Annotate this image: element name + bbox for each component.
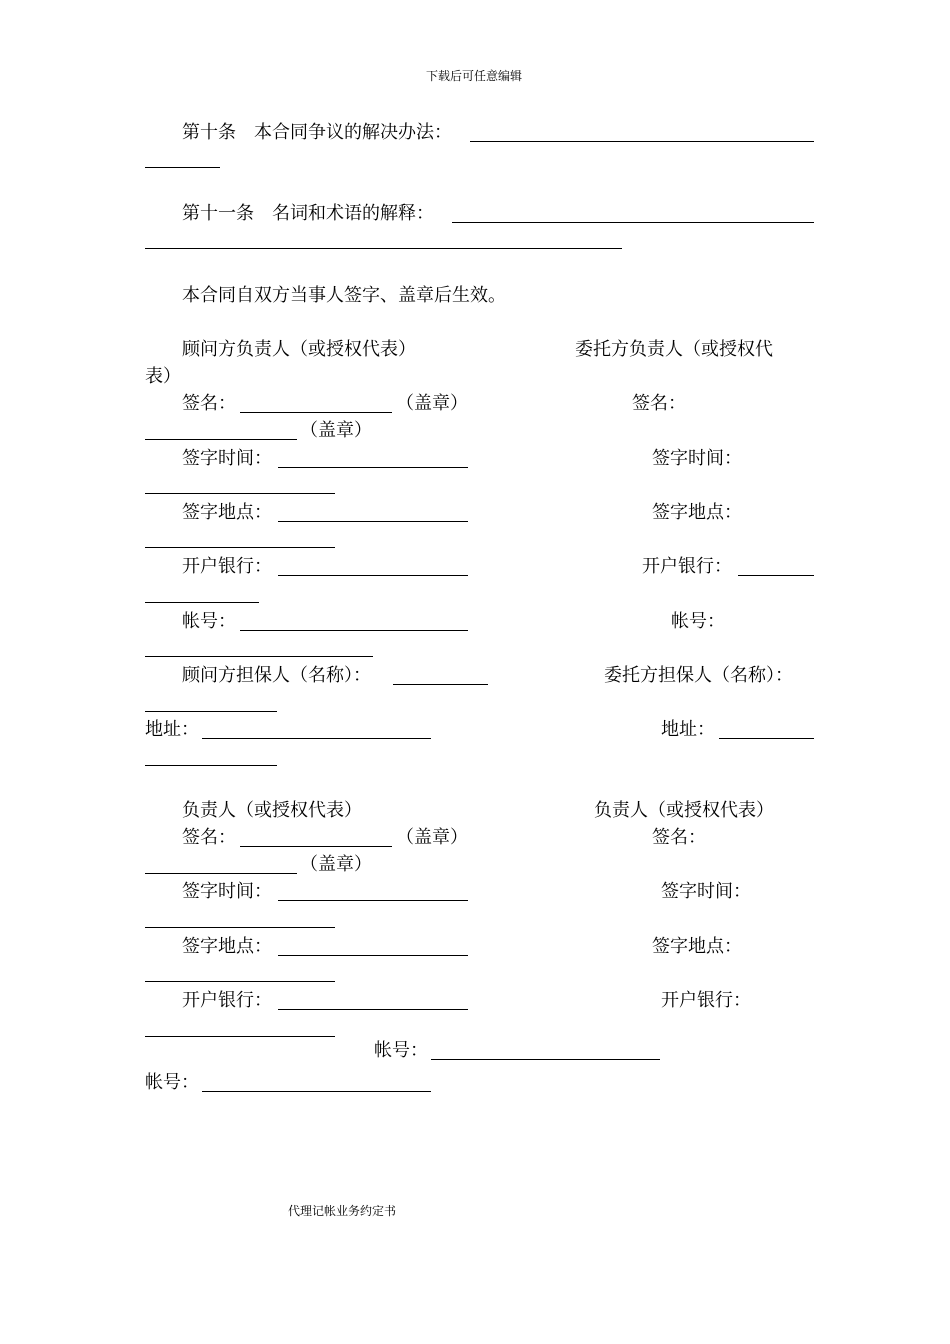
- client-sign-label: 签名：: [632, 393, 686, 414]
- consultant-sign-place-line: [278, 521, 468, 522]
- client-rep-title-wrap: 表）: [145, 366, 181, 387]
- consultant-sign-line: [240, 412, 392, 413]
- client-guarantor-account-line: [431, 1059, 660, 1060]
- clause-11-label: 第十一条 名词和术语的解释：: [182, 203, 434, 224]
- client-sign-time-label: 签字时间：: [652, 448, 742, 469]
- clause-11-blank-line-1: [452, 222, 814, 223]
- client-seal-label: （盖章）: [300, 420, 372, 441]
- consultant-account-label: 帐号：: [182, 611, 236, 632]
- consultant-address-line: [202, 738, 431, 739]
- consultant-address-label: 地址：: [145, 719, 199, 740]
- consultant-guarantor-line: [393, 684, 488, 685]
- client-address-label: 地址：: [661, 719, 715, 740]
- client-guarantor-bank-line: [145, 1036, 335, 1037]
- consultant-bank-line: [278, 575, 468, 576]
- client-account-line: [145, 656, 373, 657]
- consultant-guarantor-bank-line: [278, 1009, 468, 1010]
- consultant-guarantor-rep-title: 负责人（或授权代表）: [182, 800, 362, 821]
- client-address-line-2: [145, 765, 277, 766]
- consultant-sign-time-label: 签字时间：: [182, 448, 272, 469]
- client-sign-line: [145, 439, 297, 440]
- consultant-account-line: [240, 630, 468, 631]
- client-guarantor-rep-title: 负责人（或授权代表）: [594, 800, 774, 821]
- consultant-sign-time-line: [278, 467, 468, 468]
- consultant-guarantor-sign-line: [240, 846, 392, 847]
- client-rep-title: 委托方负责人（或授权代: [575, 339, 773, 360]
- consultant-guarantor-sign-place-line: [278, 955, 468, 956]
- consultant-sign-label: 签名：: [182, 393, 236, 414]
- client-guarantor-sign-place-line: [145, 981, 335, 982]
- client-guarantor-sign-time-label: 签字时间：: [661, 881, 751, 902]
- page-header: 下载后可任意编辑: [426, 69, 523, 83]
- client-sign-time-line: [145, 493, 335, 494]
- client-bank-label: 开户银行：: [642, 556, 732, 577]
- clause-10-label: 第十条 本合同争议的解决办法：: [182, 122, 452, 143]
- client-address-line-1: [719, 738, 814, 739]
- consultant-guarantor-label: 顾问方担保人（名称）：: [182, 665, 371, 686]
- client-guarantor-bank-label: 开户银行：: [661, 990, 751, 1011]
- clause-11-blank-line-2: [145, 248, 622, 249]
- client-sign-place-label: 签字地点：: [652, 502, 742, 523]
- consultant-guarantor-seal-label: （盖章）: [396, 827, 468, 848]
- consultant-seal-label: （盖章）: [396, 393, 468, 414]
- consultant-guarantor-account-line: [202, 1091, 431, 1092]
- client-sign-place-line: [145, 547, 335, 548]
- consultant-guarantor-sign-time-label: 签字时间：: [182, 881, 272, 902]
- client-account-label: 帐号：: [671, 611, 725, 632]
- consultant-guarantor-sign-time-line: [278, 900, 468, 901]
- client-bank-line-1: [738, 575, 814, 576]
- client-guarantor-sign-time-line: [145, 927, 335, 928]
- consultant-guarantor-sign-place-label: 签字地点：: [182, 936, 272, 957]
- consultant-bank-label: 开户银行：: [182, 556, 272, 577]
- client-guarantor-sign-line: [145, 873, 297, 874]
- client-guarantor-sign-place-label: 签字地点：: [652, 936, 742, 957]
- consultant-guarantor-sign-label: 签名：: [182, 827, 236, 848]
- client-guarantor-account-label: 帐号：: [374, 1040, 428, 1061]
- client-bank-line-2: [145, 602, 259, 603]
- effective-statement: 本合同自双方当事人签字、盖章后生效。: [182, 285, 506, 306]
- client-guarantor-seal-label: （盖章）: [300, 854, 372, 875]
- clause-10-blank-line-1: [470, 141, 814, 142]
- client-guarantor-sign-label: 签名：: [652, 827, 706, 848]
- consultant-guarantor-bank-label: 开户银行：: [182, 990, 272, 1011]
- page-footer: 代理记帐业务约定书: [288, 1204, 397, 1218]
- client-guarantor-label: 委托方担保人（名称）：: [604, 665, 793, 686]
- consultant-sign-place-label: 签字地点：: [182, 502, 272, 523]
- clause-10-blank-line-2: [145, 167, 220, 168]
- consultant-guarantor-account-label: 帐号：: [145, 1072, 199, 1093]
- consultant-rep-title: 顾问方负责人（或授权代表）: [182, 339, 416, 360]
- client-guarantor-line: [145, 711, 277, 712]
